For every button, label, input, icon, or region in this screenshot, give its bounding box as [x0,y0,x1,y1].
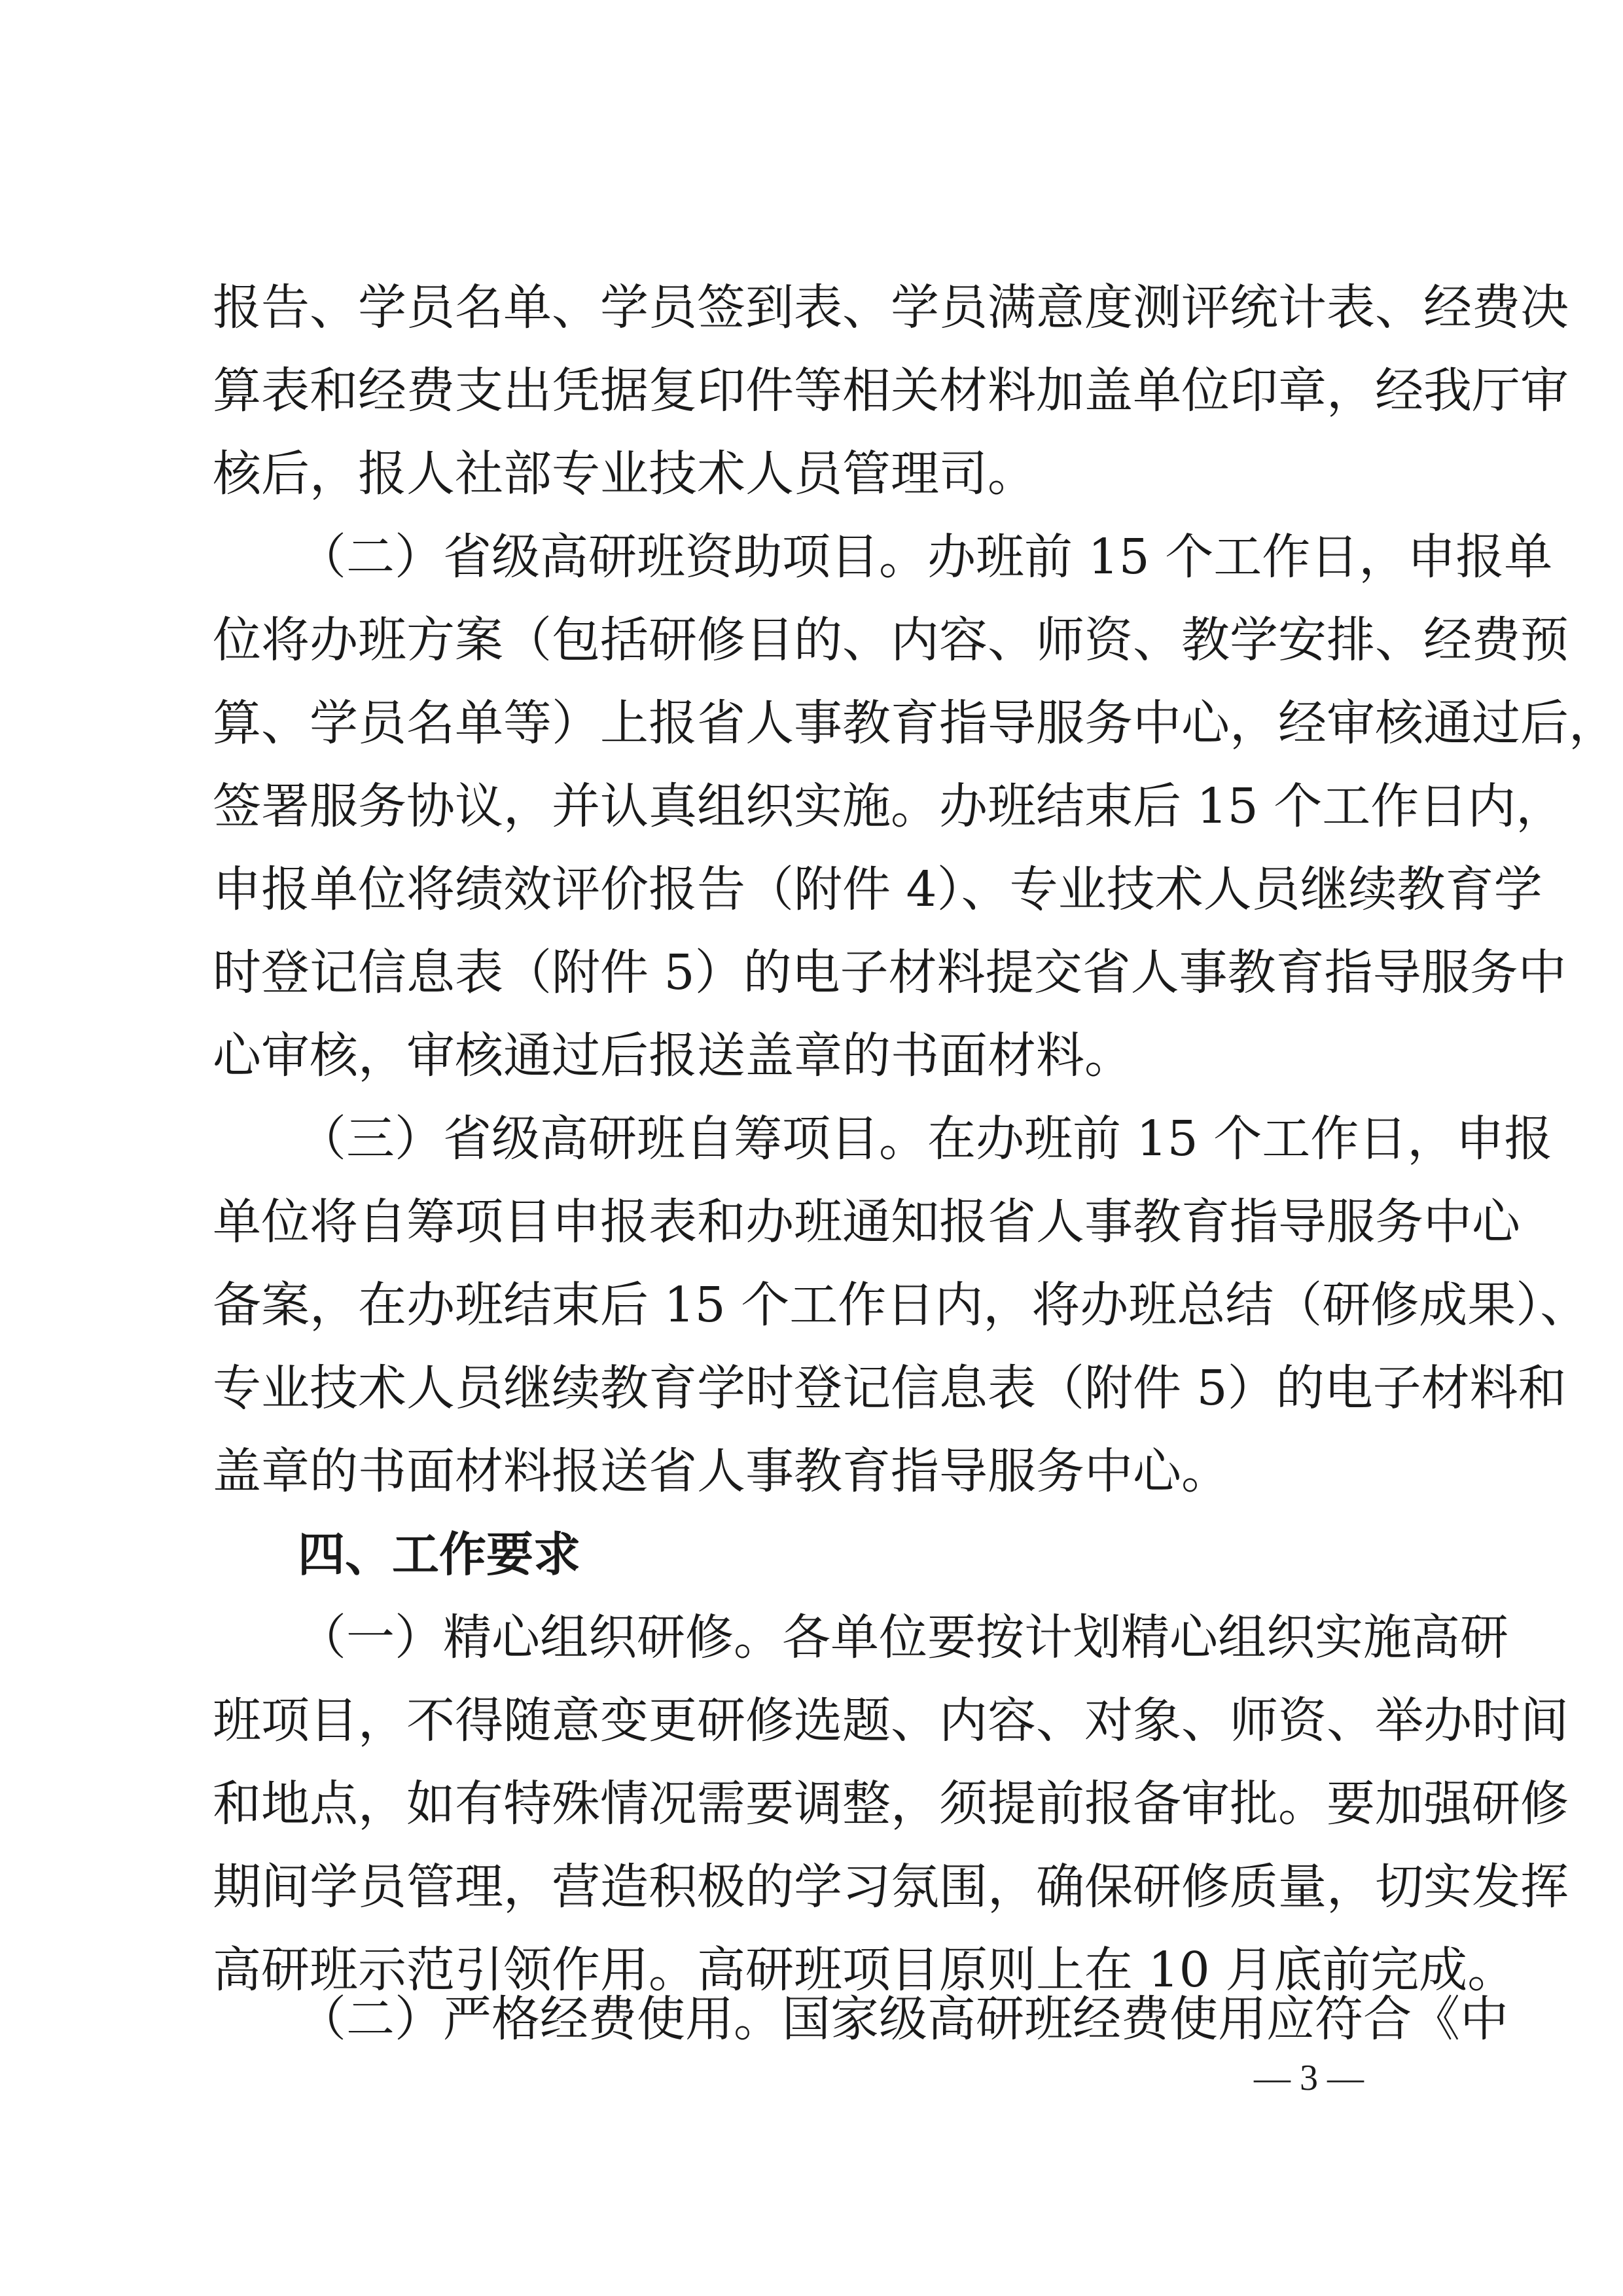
section-heading: 四、工作要求 [298,1527,581,1582]
body-text-line: 单位将自筹项目申报表和办班通知报省人事教育指导服务中心 [213,1194,1520,1250]
paragraph-first-line: （二）省级高研班资助项目。办班前 15 个工作日，申报单 [298,529,1553,585]
body-text-line: 申报单位将绩效评价报告（附件 4）、专业技术人员继续教育学 [213,861,1543,918]
body-text-line: 期间学员管理，营造积极的学习氛围，确保研修质量，切实发挥 [213,1859,1569,1915]
body-text-line: 签署服务协议，并认真组织实施。办班结束后 15 个工作日内， [213,778,1565,834]
body-text-line: 和地点，如有特殊情况需要调整，须提前报备审批。要加强研修 [213,1776,1569,1832]
paragraph-first-line: （三）省级高研班自筹项目。在办班前 15 个工作日，申报 [298,1111,1553,1167]
body-text-line: 专业技术人员继续教育学时登记信息表（附件 5）的电子材料和 [213,1360,1567,1416]
body-text-line: 报告、学员名单、学员签到表、学员满意度测评统计表、经费决 [213,279,1569,336]
paragraph-first-line: （一）精心组织研修。各单位要按计划精心组织实施高研 [298,1609,1508,1666]
body-text-line: 算表和经费支出凭据复印件等相关材料加盖单位印章，经我厅审 [213,363,1569,419]
paragraph-first-line: （二）严格经费使用。国家级高研班经费使用应符合《中 [298,1991,1508,2047]
body-text-line: 班项目，不得随意变更研修选题、内容、对象、师资、举办时间 [213,1693,1569,1749]
body-text-line: 心审核，审核通过后报送盖章的书面材料。 [213,1028,1133,1084]
body-text-line: 核后，报人社部专业技术人员管理司。 [213,446,1036,502]
page-number: — 3 — [1254,2058,1364,2098]
body-text-line: 备案，在办班结束后 15 个工作日内，将办班总结（研修成果）、 [213,1277,1589,1333]
body-text-line: 盖章的书面材料报送省人事教育指导服务中心。 [213,1443,1230,1499]
body-text-line: 算、学员名单等）上报省人事教育指导服务中心，经审核通过后， [213,695,1617,751]
body-text-line: 高研班示范引领作用。高研班项目原则上在 10 月底前完成。 [213,1942,1516,1998]
body-text-line: 位将办班方案（包括研修目的、内容、师资、教学安排、经费预 [213,612,1569,668]
body-text-line: 时登记信息表（附件 5）的电子材料提交省人事教育指导服务中 [213,944,1567,1001]
